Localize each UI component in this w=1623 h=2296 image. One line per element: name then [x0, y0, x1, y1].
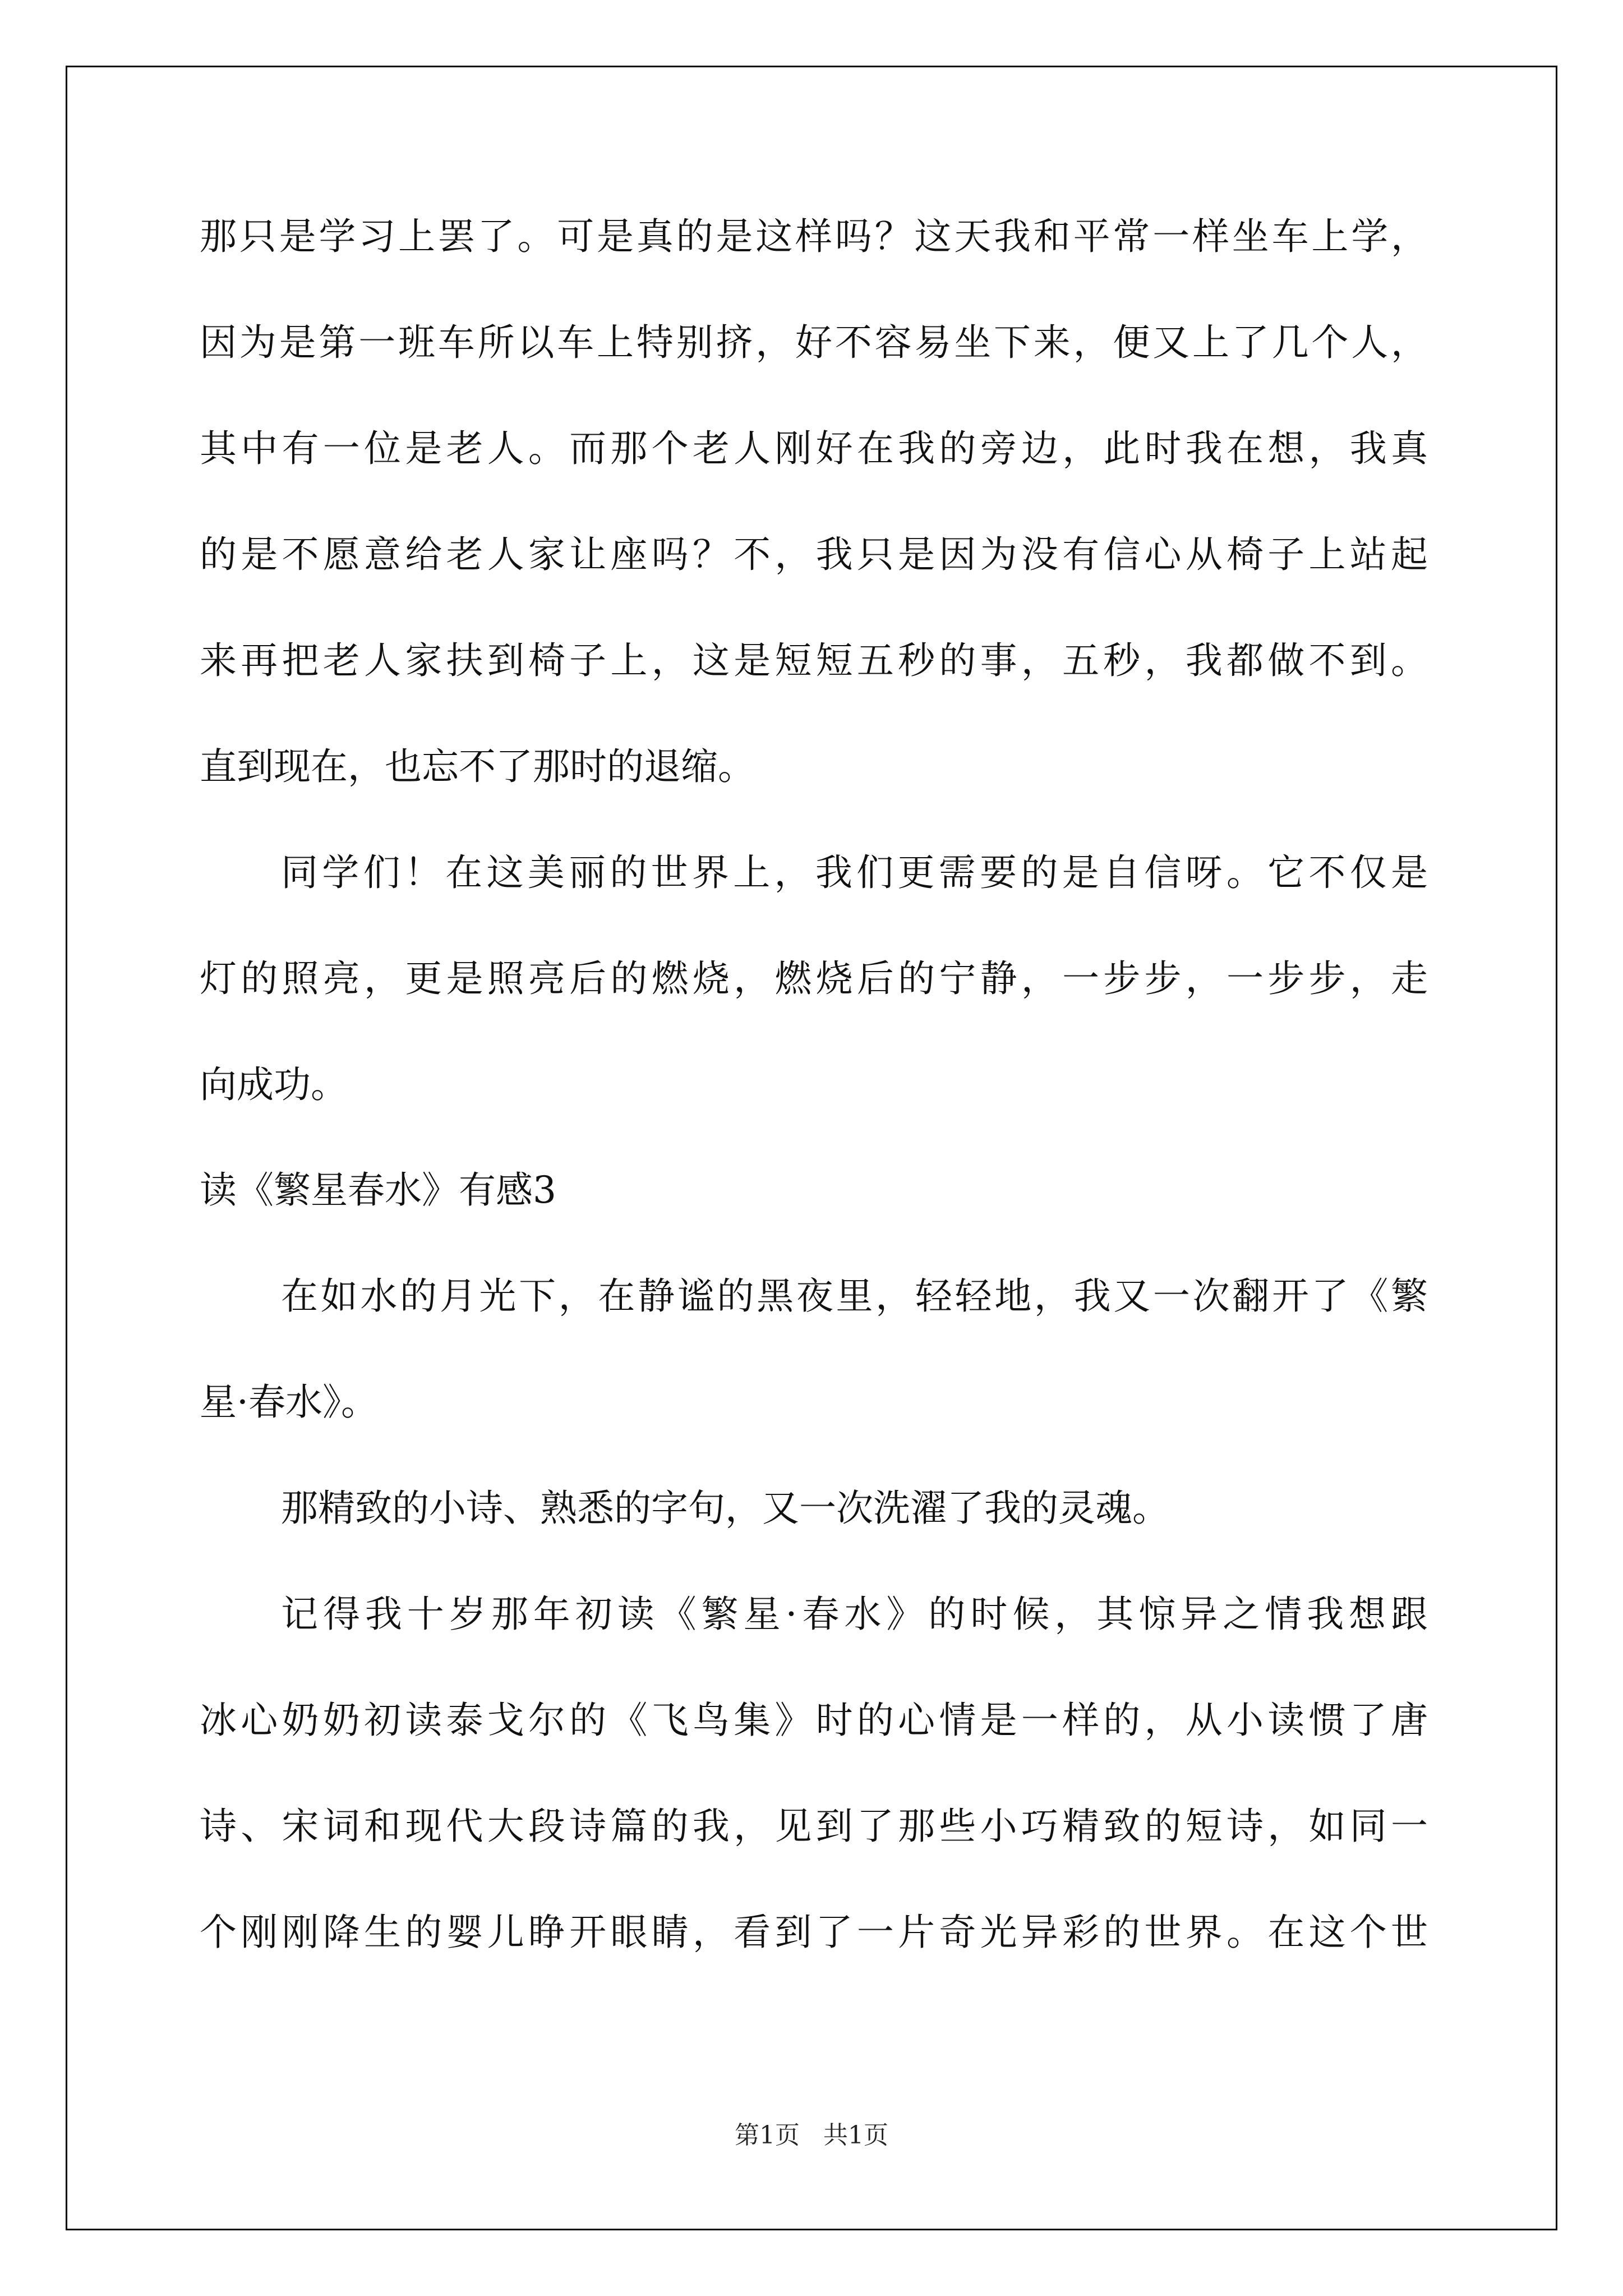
text-line: 那精致的小诗、熟悉的字句，又一次洗濯了我的灵魂。	[281, 1487, 1169, 1530]
text-line: 直到现在，也忘不了那时的退缩。	[200, 745, 755, 788]
text-line: 在如水的月光下，在静谧的黑夜里，轻轻地，我又一次翻开了《繁	[281, 1274, 1428, 1318]
page-number-footer: 第1页 共1页	[735, 2121, 888, 2150]
text-line: 诗、宋词和现代大段诗篇的我，见到了那些小巧精致的短诗，如同一	[200, 1805, 1428, 1848]
text-line: 星·春水》。	[200, 1381, 378, 1424]
text-line: 其中有一位是老人。而那个老人刚好在我的旁边，此时我在想，我真	[200, 427, 1428, 470]
text-line: 因为是第一班车所以车上特别挤，好不容易坐下来，便又上了几个人，	[200, 321, 1428, 364]
text-line: 同学们！在这美丽的世界上，我们更需要的是自信呀。它不仅是	[281, 851, 1428, 894]
section-heading: 读《繁星春水》有感3	[200, 1168, 556, 1212]
text-line: 向成功。	[200, 1063, 348, 1106]
text-line: 记得我十岁那年初读《繁星·春水》的时候，其惊异之情我想跟	[281, 1593, 1428, 1636]
text-line: 冰心奶奶初读泰戈尔的《飞鸟集》时的心情是一样的，从小读惯了唐	[200, 1699, 1428, 1742]
text-line: 灯的照亮，更是照亮后的燃烧，燃烧后的宁静，一步步，一步步，走	[200, 957, 1428, 1000]
text-line: 那只是学习上罢了。可是真的是这样吗？这天我和平常一样坐车上学，	[200, 215, 1428, 258]
text-line: 的是不愿意给老人家让座吗？不，我只是因为没有信心从椅子上站起	[200, 533, 1428, 576]
text-line: 来再把老人家扶到椅子上，这是短短五秒的事，五秒，我都做不到。	[200, 639, 1428, 682]
text-line: 个刚刚降生的婴儿睁开眼睛，看到了一片奇光异彩的世界。在这个世	[200, 1911, 1428, 1954]
